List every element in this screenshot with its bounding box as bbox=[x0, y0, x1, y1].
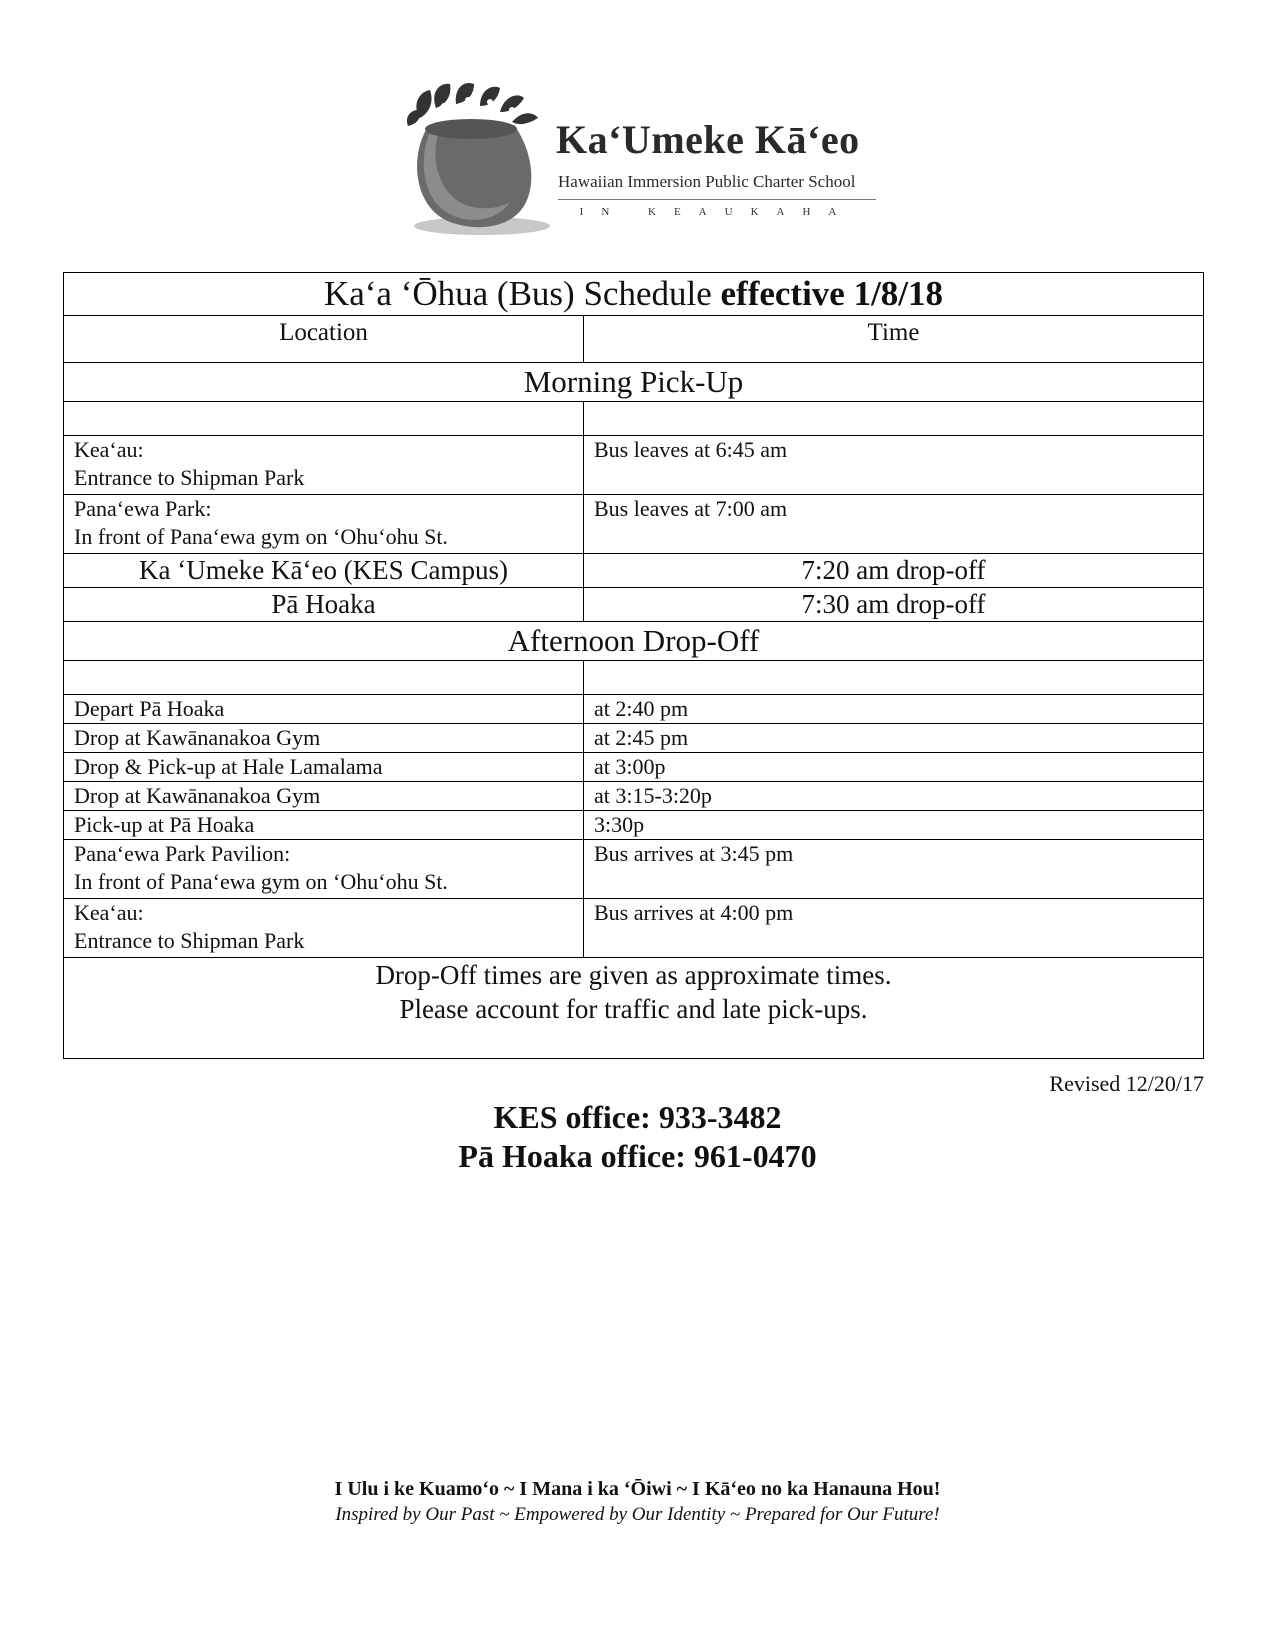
section-heading-morning: Morning Pick-Up bbox=[64, 363, 1204, 402]
time-cell: Bus arrives at 4:00 pm bbox=[584, 899, 1204, 958]
location-cell: Depart Pā Hoaka bbox=[64, 695, 584, 724]
time-cell: 7:20 am drop-off bbox=[584, 554, 1204, 588]
table-row bbox=[64, 782, 1204, 811]
table-row bbox=[64, 554, 1204, 588]
blank-row bbox=[64, 661, 1204, 695]
section-row bbox=[64, 363, 1204, 402]
bus-schedule-table bbox=[63, 272, 1204, 1059]
location-cell: Ka ‘Umeke Kā‘eo (KES Campus) bbox=[64, 554, 584, 588]
pa-hoaka-office-phone: Pā Hoaka office: 961-0470 bbox=[458, 1138, 817, 1174]
table-row bbox=[64, 840, 1204, 899]
approximate-times-note: Drop-Off times are given as approximate times. Please account for traffic and late pick-ups. bbox=[64, 958, 1204, 1059]
school-logo bbox=[400, 78, 900, 238]
table-row bbox=[64, 588, 1204, 622]
schedule-title-main: Ka‘a ‘Ōhua (Bus) Schedule bbox=[323, 274, 721, 313]
location-cell: Drop at Kawānanakoa Gym bbox=[64, 782, 584, 811]
location-cell: Pana‘ewa Park: In front of Pana‘ewa gym on ‘Ohu‘ohu St. bbox=[64, 495, 584, 554]
english-motto: Inspired by Our Past ~ Empowered by Our Identity ~ Prepared for Our Future! bbox=[335, 1504, 940, 1525]
table-header-row bbox=[64, 316, 1204, 363]
table-row bbox=[64, 724, 1204, 753]
table-row bbox=[64, 753, 1204, 782]
schedule-title-effective: effective 1/8/18 bbox=[720, 274, 944, 313]
location-cell: Drop at Kawānanakoa Gym bbox=[64, 724, 584, 753]
revised-date: Revised 12/20/17 bbox=[1049, 1071, 1204, 1096]
section-heading-afternoon: Afternoon Drop-Off bbox=[64, 622, 1204, 661]
school-place: IN KEAUKAHA bbox=[579, 206, 855, 218]
kes-office-phone: KES office: 933-3482 bbox=[493, 1099, 782, 1135]
time-cell: at 2:40 pm bbox=[584, 695, 1204, 724]
table-row bbox=[64, 695, 1204, 724]
column-header-location: Location bbox=[64, 316, 584, 363]
time-cell: at 2:45 pm bbox=[584, 724, 1204, 753]
schedule-title bbox=[64, 273, 1204, 316]
location-cell: Kea‘au: Entrance to Shipman Park bbox=[64, 899, 584, 958]
time-cell: at 3:00p bbox=[584, 753, 1204, 782]
time-cell: 7:30 am drop-off bbox=[584, 588, 1204, 622]
time-cell: Bus arrives at 3:45 pm bbox=[584, 840, 1204, 899]
column-header-time: Time bbox=[584, 316, 1204, 363]
table-row bbox=[64, 495, 1204, 554]
location-cell: Pā Hoaka bbox=[64, 588, 584, 622]
location-cell: Kea‘au: Entrance to Shipman Park bbox=[64, 436, 584, 495]
blank-row bbox=[64, 402, 1204, 436]
school-name: Ka‘Umeke Kā‘eo bbox=[556, 117, 860, 162]
logo-divider bbox=[558, 199, 876, 200]
table-row bbox=[64, 811, 1204, 840]
section-row bbox=[64, 622, 1204, 661]
time-cell: at 3:15-3:20p bbox=[584, 782, 1204, 811]
time-cell: 3:30p bbox=[584, 811, 1204, 840]
hawaiian-motto: I Ulu i ke Kuamo‘o ~ I Mana i ka ‘Ōiwi ~ I Kā‘eo no ka Hanauna Hou! bbox=[334, 1478, 941, 1500]
location-cell: Pick-up at Pā Hoaka bbox=[64, 811, 584, 840]
location-cell: Drop & Pick-up at Hale Lamalama bbox=[64, 753, 584, 782]
time-cell: Bus leaves at 6:45 am bbox=[584, 436, 1204, 495]
table-row bbox=[64, 436, 1204, 495]
location-cell: Pana‘ewa Park Pavilion: In front of Pana‘ewa gym on ‘Ohu‘ohu St. bbox=[64, 840, 584, 899]
time-cell: Bus leaves at 7:00 am bbox=[584, 495, 1204, 554]
school-subtitle: Hawaiian Immersion Public Charter School bbox=[558, 172, 856, 191]
table-title-row bbox=[64, 273, 1204, 316]
note-row bbox=[64, 958, 1204, 1059]
table-row bbox=[64, 899, 1204, 958]
calabash-logo-icon bbox=[400, 78, 560, 238]
